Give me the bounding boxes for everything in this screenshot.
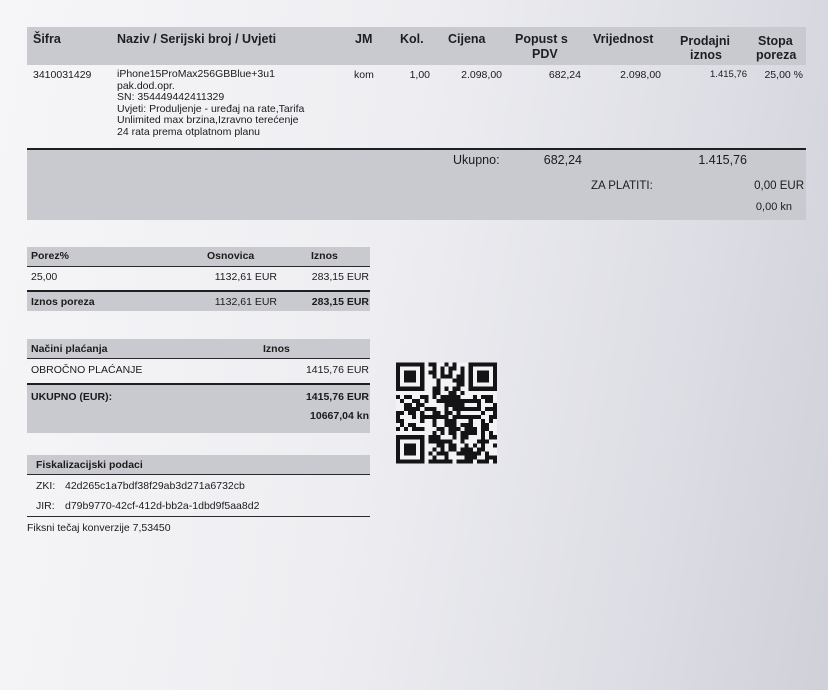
- header-popust-2: PDV: [532, 47, 558, 61]
- item-jm: kom: [354, 69, 374, 81]
- tax-header-iznos: Iznos: [311, 250, 338, 262]
- header-jm: JM: [355, 32, 373, 46]
- tax-total-osnovica: 1132,61 EUR: [214, 296, 277, 308]
- item-cijena: 2.098,00: [461, 69, 502, 81]
- fiscal-zki: 42d265c1a7bdf38f29ab3d271a6732cb: [65, 480, 245, 492]
- header-popust-1: Popust s: [515, 32, 568, 46]
- ukupno-label: Ukupno:: [453, 153, 500, 167]
- payment-row-iznos: 1415,76 EUR: [305, 364, 369, 376]
- item-description-line: Uvjeti: Produljenje - uređaj na rate,Tarifa: [117, 102, 305, 115]
- payment-total-kn: 10667,04 kn: [310, 410, 369, 422]
- item-stopa: 25,00 %: [764, 69, 803, 81]
- item-description-line: SN: 354449442411329: [117, 91, 225, 104]
- item-vrijednost: 2.098,00: [620, 69, 661, 81]
- payment-header-rule: [27, 358, 370, 359]
- header-kol: Kol.: [400, 32, 424, 46]
- tax-total-iznos: 283,15 EUR: [311, 296, 369, 308]
- header-naziv: Naziv / Serijski broj / Uvjeti: [117, 32, 277, 46]
- item-description-line: iPhone15ProMax256GBBlue+3u1: [117, 68, 275, 80]
- header-prodajni-1: Prodajni: [680, 34, 731, 48]
- za-platiti-kn: 0,00 kn: [755, 201, 792, 213]
- header-prodajni-2: iznos: [690, 48, 722, 62]
- payment-header-iznos: Iznos: [263, 343, 290, 355]
- tax-row-osnovica: 1132,61 EUR: [214, 271, 277, 283]
- payment-total-eur: 1415,76 EUR: [305, 391, 369, 403]
- qr-code-icon: [396, 361, 497, 465]
- fiscal-bottom-rule: [27, 516, 370, 517]
- fiscal-zki-label: ZKI:: [36, 480, 56, 492]
- payment-total-label: UKUPNO (EUR):: [31, 391, 113, 403]
- fiscal-jir-label: JIR:: [36, 500, 55, 512]
- ukupno-popust: 682,24: [543, 153, 582, 167]
- za-platiti-eur: 0,00 EUR: [754, 180, 804, 192]
- tax-total-label: Iznos poreza: [31, 296, 95, 308]
- item-description-line: pak.dod.opr.: [117, 79, 175, 92]
- item-description-line: 24 rata prema otplatnom planu: [117, 125, 261, 138]
- item-prodajni: 1.415,76: [710, 69, 747, 80]
- tax-header-porez: Porez%: [31, 250, 69, 262]
- tax-row-iznos: 283,15 EUR: [311, 271, 369, 283]
- za-platiti-label: ZA PLATITI:: [591, 180, 653, 192]
- header-stopa-2: poreza: [756, 48, 797, 62]
- tax-header-osnovica: Osnovica: [207, 250, 255, 262]
- tax-row-porez: 25,00: [31, 271, 58, 283]
- payment-row-nacin: OBROČNO PLAĆANJE: [31, 364, 143, 376]
- tax-header-rule: [27, 266, 370, 267]
- ukupno-prodajni: 1.415,76: [698, 153, 747, 167]
- item-sifra: 3410031429: [33, 69, 92, 81]
- item-kol: 1,00: [409, 69, 430, 81]
- item-popust: 682,24: [548, 69, 581, 81]
- payment-header-nacini: Načini plaćanja: [31, 343, 108, 355]
- fiscal-header-rule: [27, 474, 370, 475]
- header-sifra: Šifra: [33, 32, 61, 46]
- header-stopa-1: Stopa: [758, 34, 793, 48]
- item-description-line: Unlimited max brzina,Izravno terećenje: [117, 114, 299, 127]
- exchange-rate-note: Fiksni tečaj konverzije 7,53450: [27, 522, 171, 534]
- fiscal-title: Fiskalizacijski podaci: [36, 459, 143, 471]
- header-vrijednost: Vrijednost: [593, 32, 654, 46]
- header-cijena: Cijena: [448, 32, 486, 46]
- fiscal-jir: d79b9770-42cf-412d-bb2a-1dbd9f5aa8d2: [65, 500, 260, 512]
- item-description: [117, 69, 304, 139]
